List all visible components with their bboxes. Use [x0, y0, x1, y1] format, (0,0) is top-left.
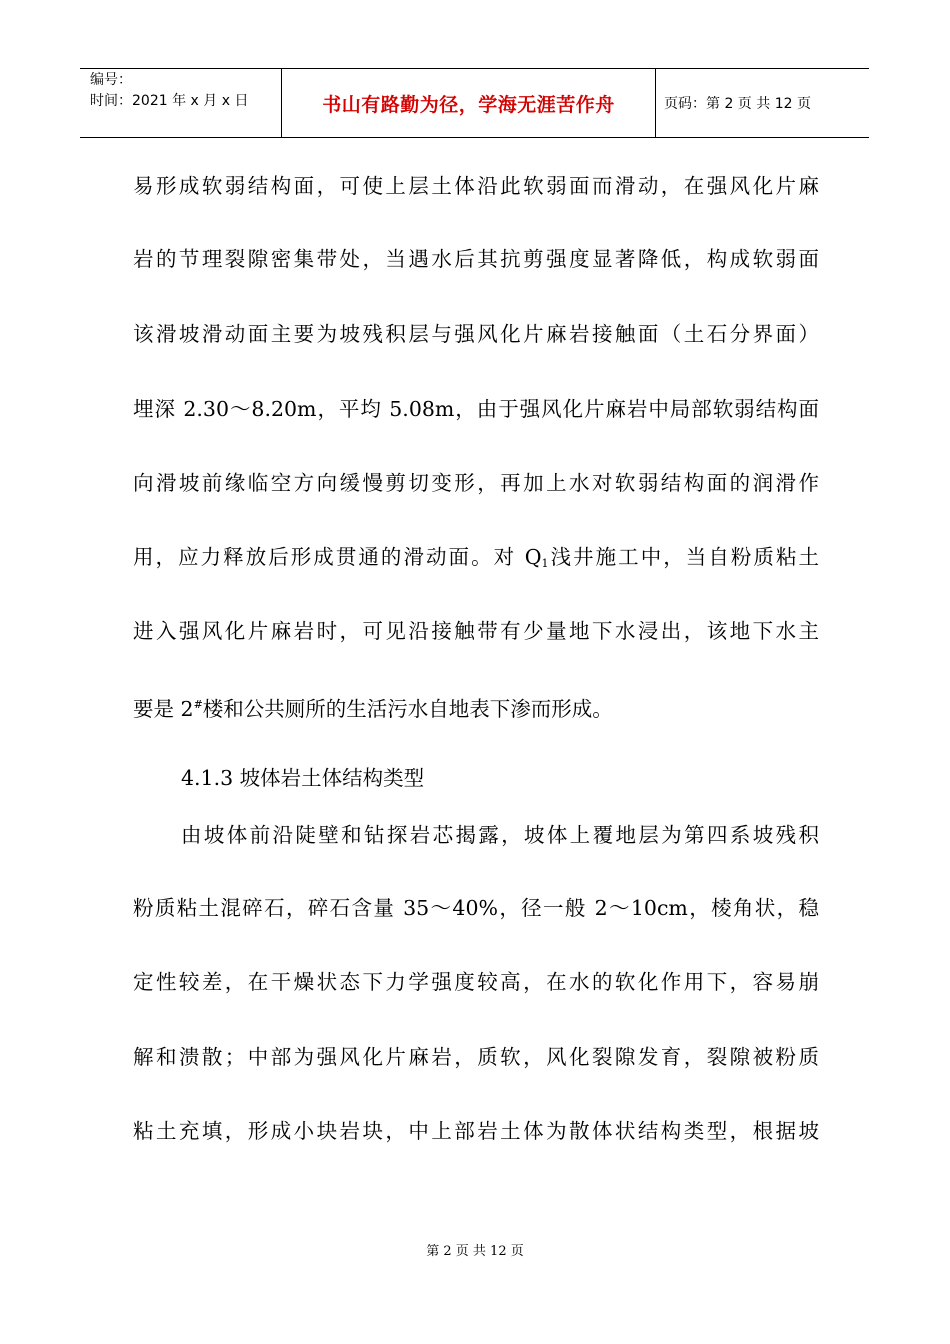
- time-label: 时间：2021 年 x 月 x 日: [90, 93, 249, 109]
- subscript: 1: [541, 557, 549, 570]
- text-line: 粉质粘土混碎石，碎石含量 35～40%，径一般 2～10cm，棱角状，稳: [133, 896, 819, 920]
- text-line: 粘土充填，形成小块岩块，中上部岩土体为散体状结构类型，根据坡: [133, 1119, 819, 1143]
- text-line: 向滑坡前缘临空方向缓慢剪切变形，再加上水对软弱结构面的润滑作: [133, 471, 819, 495]
- section-heading: 4.1.3 坡体岩土体结构类型: [181, 766, 425, 790]
- text-line: 解和溃散；中部为强风化片麻岩，质软，风化裂隙发育，裂隙被粉质: [133, 1045, 819, 1069]
- text-fragment: 用，应力释放后形成贯通的滑动面。对 Q: [133, 545, 542, 569]
- text-fragment: 楼和公共厕所的生活污水自地表下渗而形成。: [202, 697, 613, 721]
- page-info: 页码：第 2 页 共 12 页: [664, 96, 811, 112]
- text-fragment: 要是 2: [133, 697, 194, 721]
- text-line: 埋深 2.30～8.20m，平均 5.08m，由于强风化片麻岩中局部软弱结构面: [133, 397, 819, 421]
- header-middle-cell: [282, 69, 656, 137]
- superscript: #: [193, 698, 203, 711]
- header-right-cell: [656, 69, 869, 137]
- text-line: 进入强风化片麻岩时，可见沿接触带有少量地下水浸出，该地下水主: [133, 619, 819, 643]
- text-line: [133, 691, 819, 723]
- text-line: 由坡体前沿陡壁和钻探岩芯揭露，坡体上覆地层为第四系坡残积: [181, 823, 819, 847]
- text-fragment: 浅井施工中，当自粉质粘土: [548, 545, 819, 569]
- number-label: 编号：: [90, 72, 132, 88]
- motto: 书山有路勤为径，学海无涯苦作舟: [322, 94, 615, 116]
- header-left-cell: [80, 69, 282, 137]
- text-line: [133, 543, 819, 578]
- page-footer: 第 2 页 共 12 页: [426, 1244, 524, 1259]
- text-line: 岩的节理裂隙密集带处，当遇水后其抗剪强度显著降低，构成软弱面: [133, 247, 819, 271]
- text-line: 易形成软弱结构面，可使上层土体沿此软弱面而滑动，在强风化片麻: [133, 174, 819, 198]
- text-line: 定性较差，在干燥状态下力学强度较高，在水的软化作用下，容易崩: [133, 970, 819, 994]
- header-table: [80, 68, 869, 138]
- text-line: 该滑坡滑动面主要为坡残积层与强风化片麻岩接触面（土石分界面）: [133, 322, 819, 346]
